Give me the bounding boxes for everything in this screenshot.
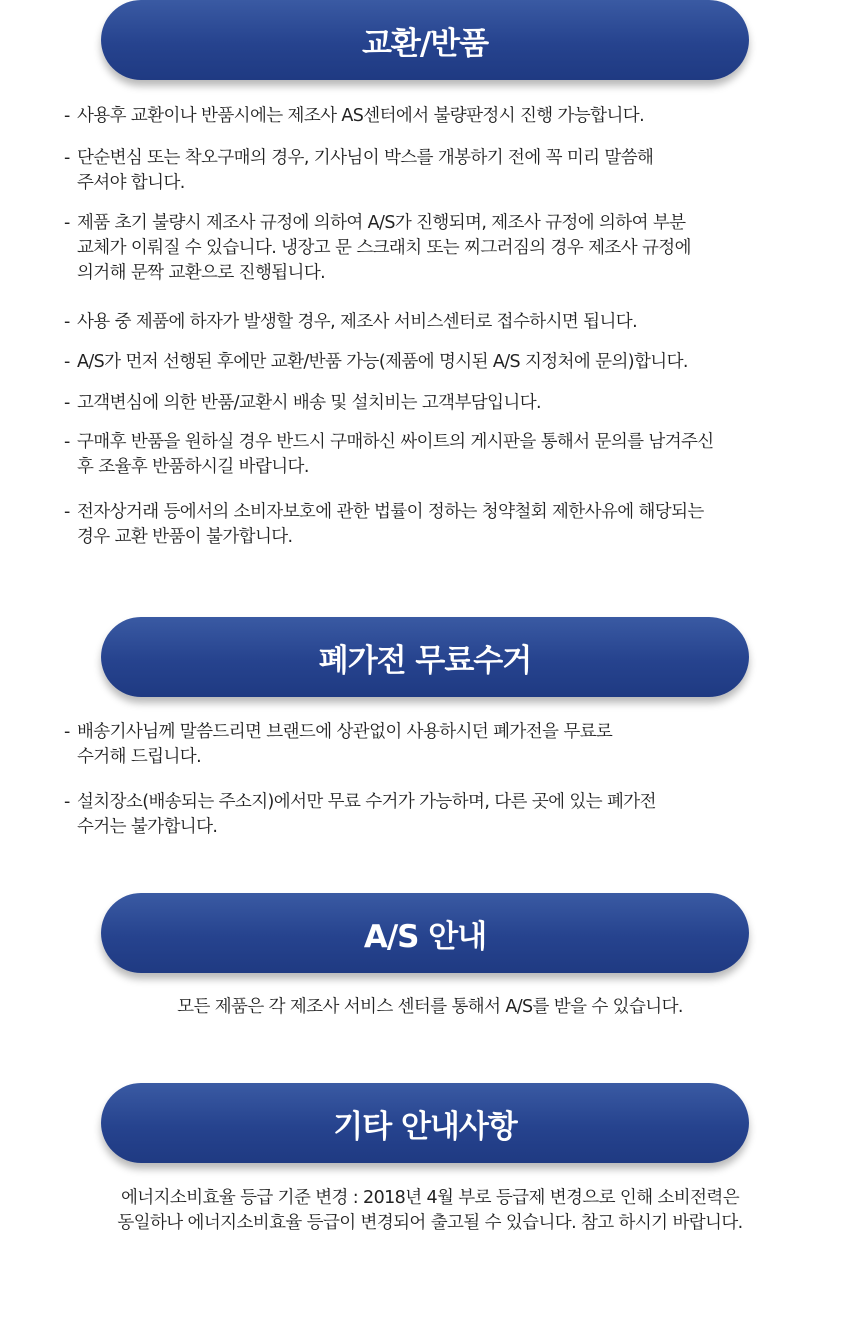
exchange-return-header — [101, 0, 749, 80]
other-info-header — [101, 1083, 749, 1163]
exchange-return-title: 교환/반품 — [361, 25, 489, 62]
as-info-title: A/S 안내 — [363, 918, 487, 955]
list-item-text: 사용 중 제품에 하자가 발생할 경우, 제조사 서비스센터로 접수하시면 됩니다. — [77, 312, 638, 332]
list-item — [64, 720, 834, 770]
as-info-text: 모든 제품은 각 제조사 서비스 센터를 통해서 A/S를 받을 수 있습니다. — [177, 997, 683, 1017]
list-item-text: 단순변심 또는 착오구매의 경우, 기사님이 박스를 개봉하기 전에 꼭 미리 말씀해 주셔야 합니다. — [77, 148, 654, 193]
list-item — [64, 211, 834, 286]
list-item-text: 전자상거래 등에서의 소비자보호에 관한 법률이 정하는 청약철회 제한사유에 해당되는 경우 교환 반품이 불가합니다. — [77, 502, 704, 547]
list-item — [64, 104, 834, 129]
bullet-dash: - — [64, 148, 70, 168]
bullet-dash: - — [64, 393, 70, 413]
list-item — [64, 350, 834, 375]
bullet-dash: - — [64, 213, 70, 233]
bullet-dash: - — [64, 722, 70, 742]
list-item-text: 제품 초기 불량시 제조사 규정에 의하여 A/S가 진행되며, 제조사 규정에 의하여 부분 교체가 이뤄질 수 있습니다. 냉장고 문 스크래치 또는 찌그러짐의 경우 제조사 규정에 의거해 문짝 교환으로 진행됩니다. — [77, 213, 691, 283]
list-item-text: 고객변심에 의한 반품/교환시 배송 및 설치비는 고객부담입니다. — [77, 393, 541, 413]
list-item — [64, 391, 834, 416]
list-item — [64, 790, 834, 840]
list-item — [64, 146, 834, 196]
list-item-text: 배송기사님께 말씀드리면 브랜드에 상관없이 사용하시던 폐가전을 무료로 수거해 드립니다. — [77, 722, 613, 767]
list-item-text: A/S가 먼저 선행된 후에만 교환/반품 가능(제품에 명시된 A/S 지정처에 문의)합니다. — [77, 352, 688, 372]
list-item-text: 설치장소(배송되는 주소지)에서만 무료 수거가 가능하며, 다른 곳에 있는 폐가전 수거는 불가합니다. — [77, 792, 656, 837]
appliance-disposal-header — [101, 617, 749, 697]
list-item-text: 사용후 교환이나 반품시에는 제조사 AS센터에서 불량판정시 진행 가능합니다. — [77, 106, 645, 126]
list-item — [64, 430, 834, 480]
list-item — [64, 310, 834, 335]
bullet-dash: - — [64, 792, 70, 812]
list-item — [64, 500, 834, 550]
bullet-dash: - — [64, 352, 70, 372]
bullet-dash: - — [64, 106, 70, 126]
bullet-dash: - — [64, 432, 70, 452]
other-info-text: 에너지소비효율 등급 기준 변경 : 2018년 4월 부로 등급제 변경으로 인해 소비전력은 동일하나 에너지소비효율 등급이 변경되어 출고될 수 있습니다. 참고 하시기 바랍니다. — [117, 1188, 743, 1233]
bullet-dash: - — [64, 502, 70, 522]
as-info-header — [101, 893, 749, 973]
list-item-text: 구매후 반품을 원하실 경우 반드시 구매하신 싸이트의 게시판을 통해서 문의를 남겨주신 후 조율후 반품하시길 바랍니다. — [77, 432, 714, 477]
other-info-title: 기타 안내사항 — [333, 1108, 517, 1145]
appliance-disposal-title: 폐가전 무료수거 — [318, 642, 532, 679]
bullet-dash: - — [64, 312, 70, 332]
